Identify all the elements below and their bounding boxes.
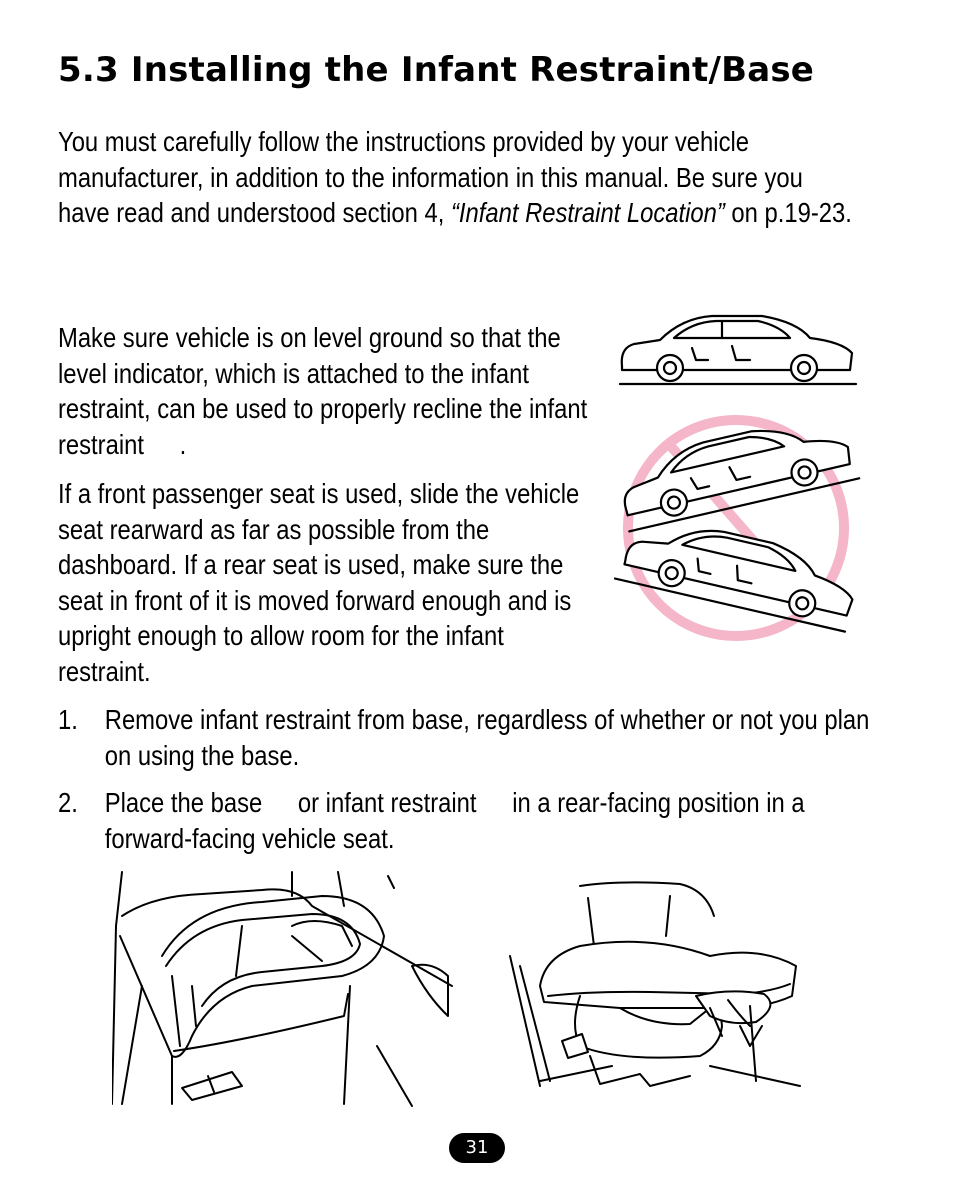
intro-paragraph xyxy=(58,124,857,231)
section-title: 5.3 Installing the Infant Restraint/Base xyxy=(58,50,815,90)
step-text: Remove infant restraint from base, regardless of whether or not you plan on using the base. xyxy=(104,704,870,771)
step-2 xyxy=(58,785,895,856)
step-number: 2. xyxy=(58,787,78,818)
infant-restraint-installed-illustration xyxy=(500,876,810,1106)
intro-text: You must carefully follow the instructions provided by your vehicle manufacturer, in addition to the information in this manual. Be sure you have read and understood section 4, xyxy=(58,126,803,228)
intro-page-ref: on p.19-23. xyxy=(724,197,852,228)
level-ground-end: . xyxy=(179,428,187,460)
base-installed-illustration xyxy=(112,866,457,1111)
step-1 xyxy=(58,702,895,773)
level-ground-text: Make sure vehicle is on level ground so that the level indicator, which is attached to the infant restraint, can be used to properly recline the infant restraint xyxy=(58,322,588,460)
level-car-icon xyxy=(620,316,856,384)
step-text: Place the base or infant restraint in a rear-facing position in a forward-facing vehicle seat. xyxy=(104,787,805,854)
seat-position-paragraph: If a front passenger seat is used, slide the vehicle seat rearward as far as possible from the dashboard. If a rear seat is used, make sure the seat in front of it is moved forward enough and is upright enough to allow room for the infant restraint. xyxy=(58,478,580,687)
vehicle-level-illustration xyxy=(612,308,862,653)
level-ground-paragraph xyxy=(58,320,589,462)
step-number: 1. xyxy=(58,704,78,735)
page-number: 31 xyxy=(449,1133,505,1163)
section-reference: “Infant Restraint Location” xyxy=(450,197,725,228)
